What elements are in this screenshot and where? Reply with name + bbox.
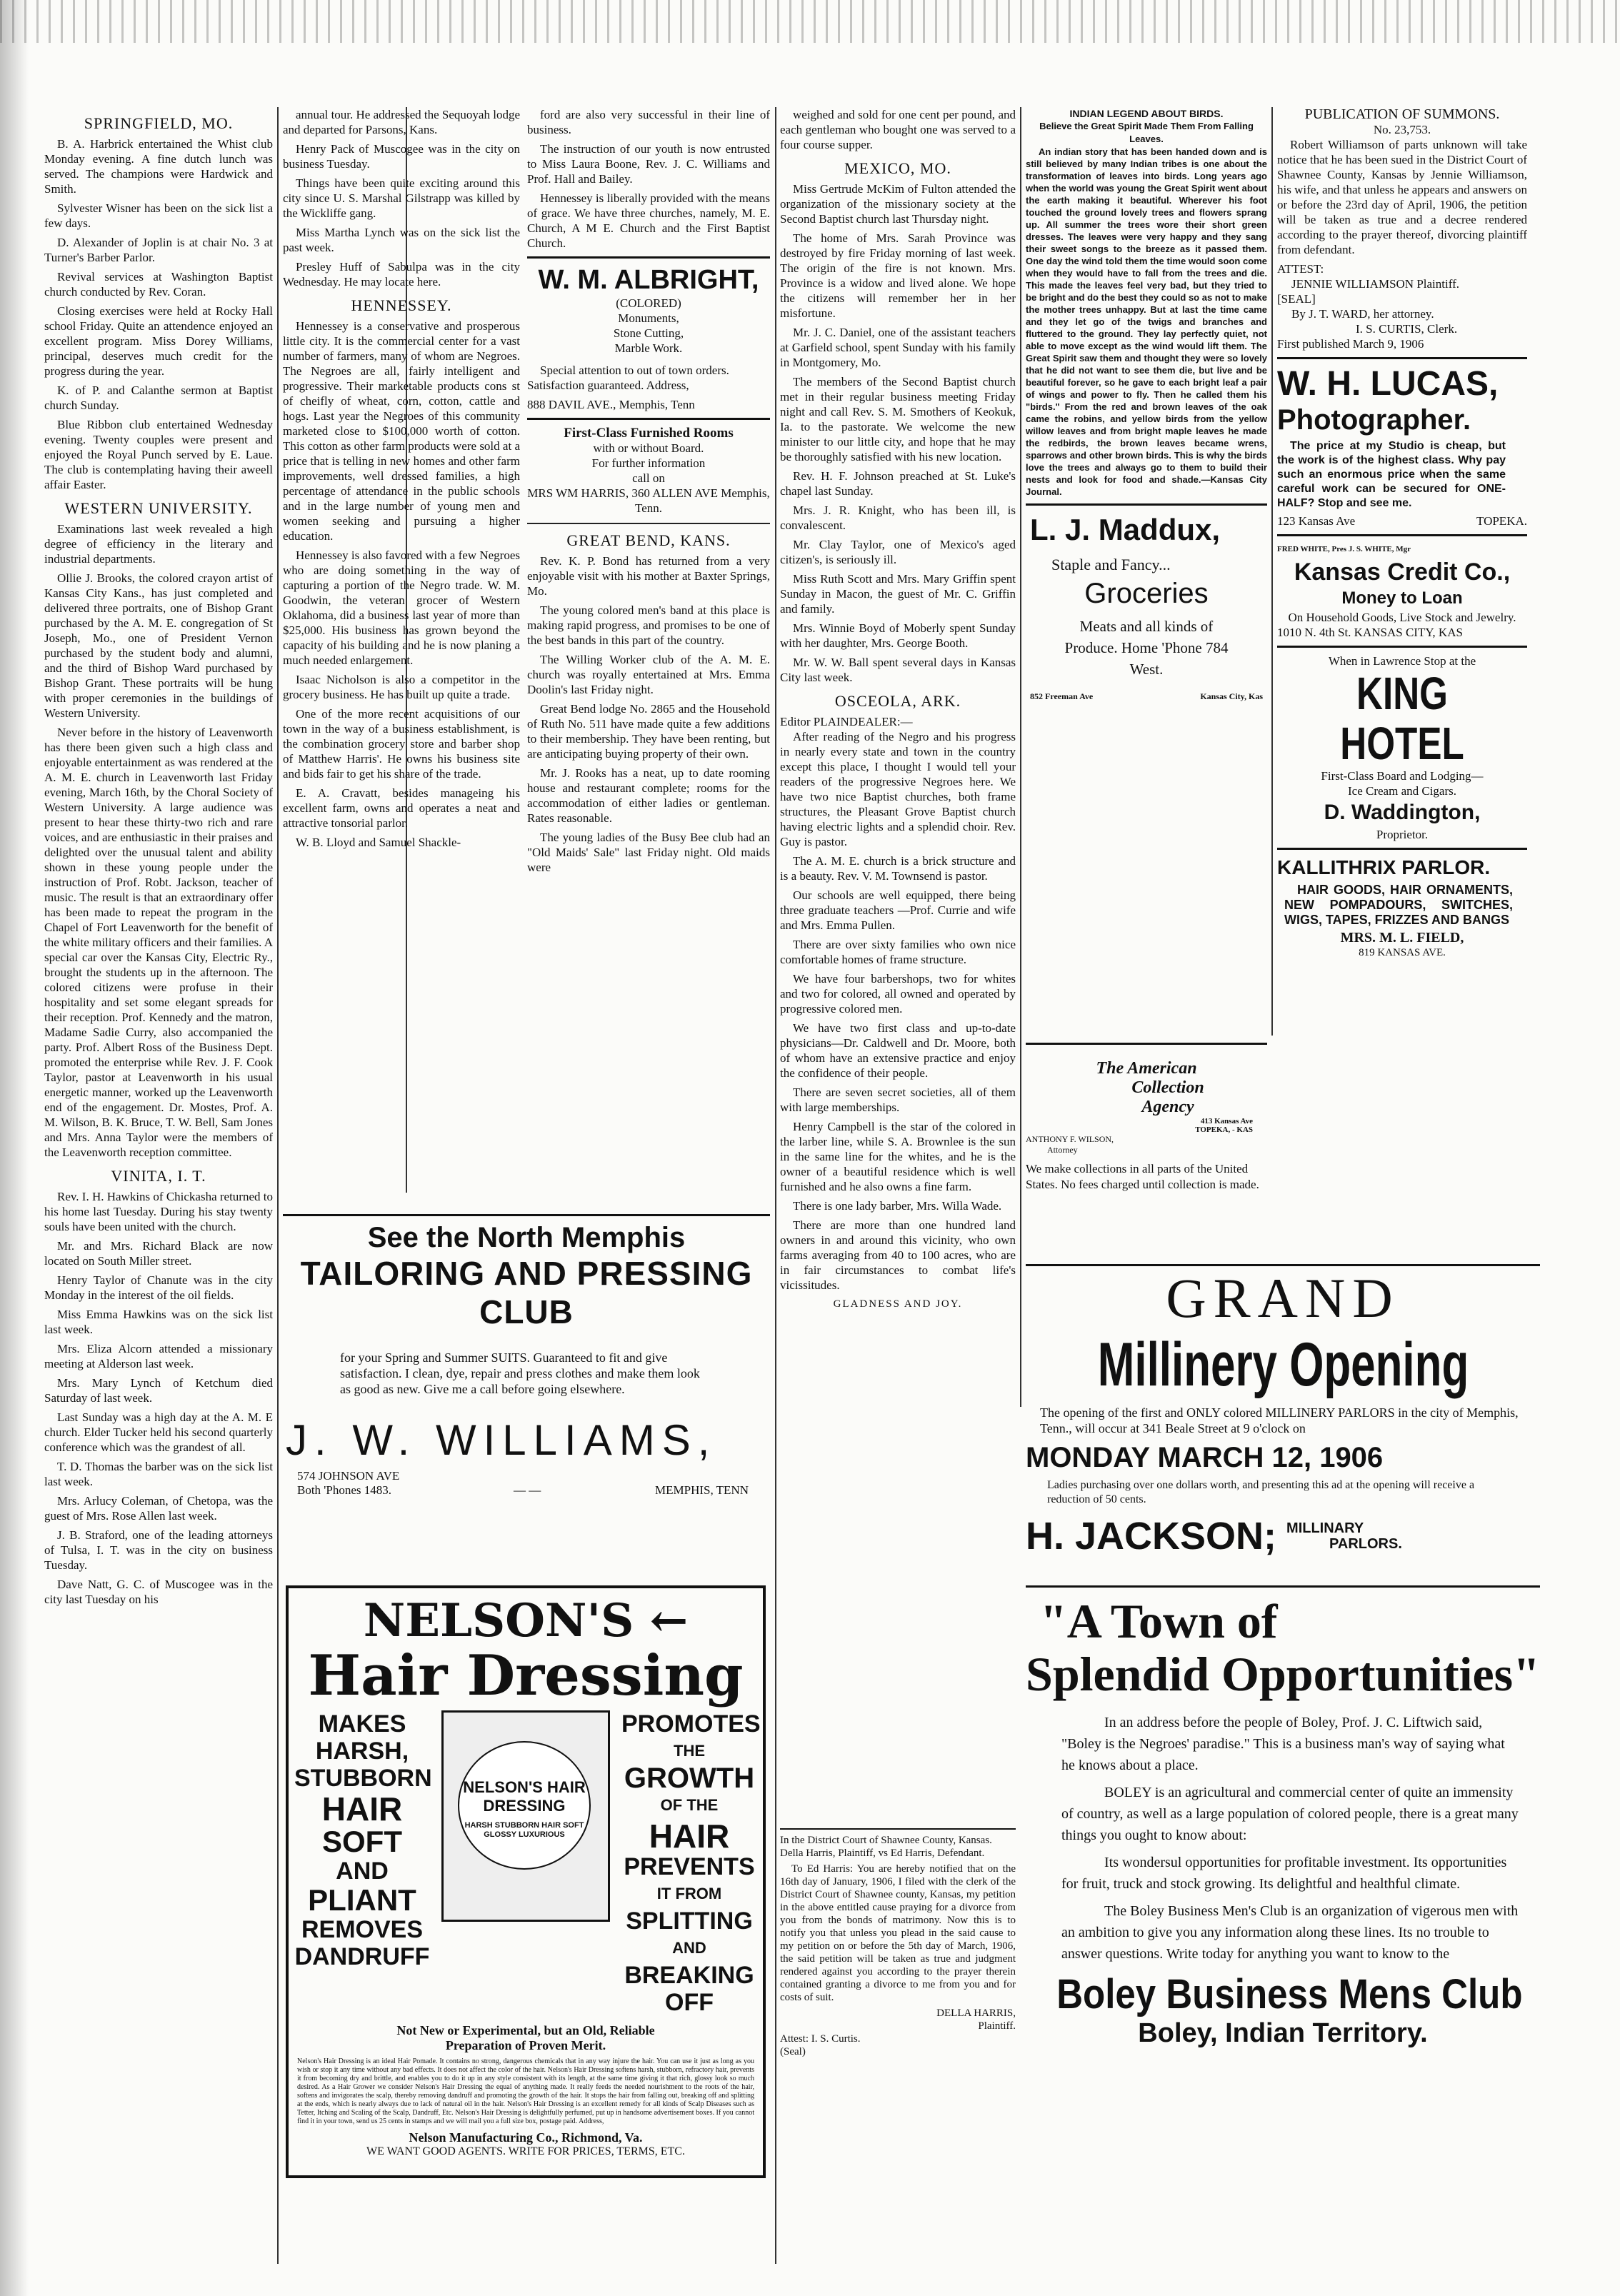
boley-club-name: Boley Business Mens Club [1056, 1971, 1523, 2017]
rooms-line: For further information [591, 456, 706, 470]
news-item: The young colored men's band at this place is making rapid progress, and promises to be one of the best bands in this part of the country. [527, 603, 770, 647]
news-item: Hennessey is also favored with a few Negroes who are doing something in the way of capturing a portion of the Negro trade. W. M. Goodwin, the veteran grocer of Western Oklahoma, did a business last year of more than $25,000. His business has grown beyond the capacity of his building and he is now planing a much needed enlargement. [283, 548, 520, 667]
millinery-offer: Ladies purchasing over one dollars worth, and presenting this ad at the opening will receive a reduction of 50 cents. [1047, 1479, 1475, 1505]
news-item: Mr. Clay Taylor, one of Mexico's aged citizen's, is seriously ill. [780, 538, 1016, 566]
news-item: Henry Pack of Muscogee was in the city on business Tuesday. [283, 142, 520, 171]
collection-title2: Collection [1131, 1078, 1204, 1097]
credit-name: Kansas Credit Co., [1294, 558, 1511, 586]
credit-address: 1010 N. 4th St. KANSAS CITY, KAS [1277, 626, 1463, 639]
boley-title1: "A Town of [1040, 1594, 1278, 1648]
column-4 [780, 107, 1016, 1721]
summons-body: Robert Williamson of parts unknown will take notice that he has been sued in the District Court of Shawnee County, Kansas by Jennie Williamson, his wife, and that unless he appears and answers on or before the 23rd day of April, 1906, the petition will be taken as true and a decree rendered according to the prayer thereof, divorcing plaintiff from defendant. [1277, 138, 1527, 256]
boley-body: BOLEY is an agricultural and commercial center of quite an immensity of country, as well as a large population of colored people, there is a great many things you ought to know about: [1061, 1785, 1519, 1843]
news-item: Rev. H. F. Johnson preached at St. Luke's chapel last Sunday. [780, 469, 1016, 498]
hotel-line1: First-Class Board and Lodging— [1321, 769, 1484, 783]
lucas-name: W. H. LUCAS, [1277, 365, 1499, 403]
news-item: Things have been quite exciting around this city since U. S. Marshal Gilstrapp was killed by the Wickliffe gang. [283, 176, 520, 220]
lucas-ad [1277, 357, 1527, 528]
news-item: Rev. K. P. Bond has returned from a very enjoyable visit with his mother at Baxter Springs, Mo. [527, 554, 770, 598]
boley-title2: Splendid Opportunities" [1026, 1647, 1540, 1701]
notice-signature: DELLA HARRIS, [936, 2007, 1016, 2019]
news-item: Mr. and Mrs. Richard Black are now located on South Miller street. [44, 1239, 273, 1268]
millinery-parlors [1286, 1520, 1402, 1552]
legend-heading: INDIAN LEGEND ABOUT BIRDS. [1069, 108, 1224, 119]
king-hotel-ad [1277, 646, 1527, 842]
tailoring-phones: Both 'Phones 1483. [297, 1483, 391, 1497]
divider [527, 523, 770, 524]
nelson-tagline2: Preparation of Proven Merit. [445, 2038, 606, 2052]
column-1 [44, 107, 273, 2264]
albright-line: Marble Work. [614, 341, 683, 355]
news-item: Rev. I. H. Hawkins of Chickasha returned to his home last Tuesday. During his stay twenty souls have been united with the church. [44, 1190, 273, 1233]
maddux-address: 852 Freeman Ave [1030, 691, 1094, 701]
albright-name: W. M. ALBRIGHT, [538, 265, 759, 295]
notice-court: In the District Court of Shawnee County, Kansas. [780, 1835, 992, 1846]
millinery-parlor-line: PARLORS. [1329, 1536, 1402, 1552]
lucas-body: The price at my Studio is cheap, but the work is of the highest class. Why pay such an enormous price when the same careful work can be secured for ONE-HALF? Stop and see me. [1277, 440, 1506, 509]
albright-line: Stone Cutting, [613, 326, 684, 340]
news-item: Mrs. Eliza Alcorn attended a missionary meeting at Alderson last week. [44, 1342, 273, 1370]
hotel-line2: Ice Cream and Cigars. [1348, 784, 1456, 798]
kallithrix-ad [1277, 848, 1527, 961]
notice-role: Plaintiff. [978, 2020, 1016, 2032]
scan-artifact [0, 0, 1620, 43]
news-item: Never before in the history of Leavenworth has there been given such a high class and enjoyable entertainment as was rendered at the A. M. E. church in Leavenworth last Friday evening, March 16th, by the Choral Society of Western University. A large audience was present to hear these thirty-two rich and rare voices, and are enthusiastic in their praises and delighted over the unusual talent and ability shown in these young people under the instruction of Prof. Robt. Jackson, teacher of music. The result is that an extraordinary offer has been made to repeat the program in the Chapel of Fort Leavenworth for the benefit of the white military officers and their families. A special car over the Kansas City, Electric Ry., brought the students up in the afternoon. The colored citizens were profuse in their hospitality and set some elegant spreads for their reception. Prof. Kennedy and the matron, Madame Sadie Curry, also accompanied the party. Prof. Albert Ross of the Business Dept. promoted the enterprise while Rev. J. F. Cook Taylor, pastor at Leavenworth in his usual energetic manner, worked up the Leavenworth end of the engagement. Dr. Mostes, Prof. A. M. Wilson, B. K. Bruce, T. W. Bell, Sam Jones and Mrs. Anna Taylor were the members of the Leavenworth reception committee. [44, 726, 273, 1159]
tin-label: NELSON'S HAIR DRESSING HARSH STUBBORN HAIR SOFT GLOSSY LUXURIOUS [458, 1741, 591, 1870]
news-item: The Willing Worker club of the A. M. E. church was royally entertained at Mrs. Emma Doolin's last Friday night. [527, 653, 770, 696]
news-item: Henry Taylor of Chanute was in the city Monday in the interest of the oil fields. [44, 1273, 273, 1302]
news-item: Hennessey is a conservative and prosperous little city. It is the commercial center for a vast number of farmers, many of whom are Negroes. The Negroes are all, fairly intelligent and progressive. Their marketable products cons st of cheifly of wheat, corn, cotton, cattle and hogs. Last year the Negroes of this community marketed close to $100,000 worth of cotton. This cotton as other farm products were sold at a price that is telling in new homes and other farm improvements, well dressed families, a high percentage of attendance in the public schools and in the large number of young men and women seeking and pursuing a higher education. [283, 319, 520, 543]
kallithrix-owner: MRS. M. L. FIELD, [1340, 930, 1464, 946]
boley-ad [1026, 1585, 1540, 2187]
column-6 [1277, 107, 1527, 1250]
great-bend-heading: GREAT BEND, KANS. [566, 531, 731, 549]
news-item: Henry Campbell is the star of the colored in the larber line, while S. A. Brownlee is the sun in the same line for the whites, and he is the owner of a beautiful residence which is well furnished and he also owns a fine farm. [780, 1120, 1016, 1193]
osceola-signature: GLADNESS AND JOY. [833, 1298, 963, 1310]
lucas-footer [1277, 513, 1527, 528]
news-item: ford are also very successful in their line of business. [527, 108, 770, 136]
news-item: Sylvester Wisner has been on the sick list a few days. [44, 201, 273, 230]
news-item: There are seven secret societies, all of them with large memberships. [780, 1086, 1016, 1114]
lucas-title: Photographer. [1277, 404, 1471, 436]
column-rule [775, 107, 776, 2264]
collection-agency-ad [1026, 1043, 1267, 1252]
summons-attest: ATTEST: [1277, 262, 1324, 276]
news-item: Ollie J. Brooks, the colored crayon artist of Kansas City Kans., has just completed and delivered three portraits, one of Bishop Grant purchased by the A. M. E. congregation of St Joseph, Mo., one of President Vernon purchased by the student body and alumni, and the third of Bishop Ward purchased by Bishop Grant. These portraits will be hung with proper ceremonies in the buildings of Western University. [44, 571, 273, 720]
notice-parties: Della Harris, Plaintiff, vs Ed Harris, Defendant. [780, 1848, 985, 1859]
credit-ad [1277, 534, 1527, 640]
nelson-name: NELSON'S [363, 1594, 634, 1648]
tailoring-body: for your Spring and Summer SUITS. Guaranteed to fit and give satisfaction. I clean, dye, repair and press clothes and make them look as good as new. Give me a call before going elsewhere. [340, 1350, 700, 1396]
albright-ad [527, 256, 770, 412]
maddux-line2: Meats and all kinds of Produce. Home 'Phone 784 West. [1064, 618, 1229, 678]
news-item: Isaac Nicholson is also a competitor in the grocery business. He has built up quite a trade. [283, 673, 520, 701]
maddux-groceries: Groceries [1084, 578, 1209, 609]
boley-place: Boley, Indian Territory. [1138, 2018, 1428, 2048]
news-item: Mrs. Mary Lynch of Ketchum died Saturday of last week. [44, 1376, 273, 1405]
millinery-footer [1026, 1514, 1540, 1558]
hennessey-heading: HENNESSEY. [351, 296, 452, 314]
tailoring-name: TAILORING AND PRESSING CLUB [300, 1255, 753, 1330]
column-rule [277, 107, 279, 2264]
nelson-title [294, 1594, 757, 1648]
albright-address: 888 DAVIL AVE., Memphis, Tenn [527, 398, 695, 411]
millinery-ad [1026, 1264, 1540, 1566]
nelson-agents: WE WANT GOOD AGENTS. WRITE FOR PRICES, TERMS, ETC. [366, 2145, 685, 2157]
millinery-parlor-line: MILLINARY [1286, 1520, 1364, 1536]
credit-body: On Household Goods, Live Stock and Jewelry. [1288, 611, 1516, 624]
boley-intro: In an address before the people of Boley, Prof. J. C. Liftwich said, "Boley is the Negroes' paradise." This is a business man's way of saying what he knows about a place. [1061, 1715, 1505, 1773]
news-item: Revival services at Washington Baptist church conducted by Rev. Coran. [44, 270, 273, 299]
news-item: Hennessey is liberally provided with the means of grace. We have three churches, namely, M. E. Church, A M E. Church and the First Baptist Church. [527, 191, 770, 250]
column-5 [1026, 107, 1267, 1036]
albright-special: Special attention to out of town orders. Satisfaction guaranteed. Address, [527, 364, 729, 392]
osceola-intro: Editor PLAINDEALER:— [780, 715, 913, 728]
news-item: B. A. Harbrick entertained the Whist club Monday evening. A fine dutch lunch was served. The champions were Hardwick and Smith. [44, 137, 273, 196]
millinery-body: The opening of the first and ONLY colored MILLINERY PARLORS in the city of Memphis, Tenn., will occur at 341 Beale Street at 9 o'clock on [1040, 1405, 1519, 1435]
nelson-fine-print: Nelson's Hair Dressing is an ideal Hair Pomade. It contains no strong, dangerous chemicals that in any way injure the hair. You can use it just as long as you wish or stop it any time without any bad effects. It does not affect the color of the hair. Nelson's Hair Dressing softens harsh, stubborn, refractory hair, prevents it from becoming dry and brittle, and enables you to do it up in any style consistent with its length, at the same time giving it that rich, glossy look so much desired. As a Hair Grower we consider Nelson's Hair Dressing the equal of anything made. It really feeds the needed nourishment to the roots of the hair, softens and invigorates the scalp, thereby removing dandruff and promoting the growth of the hair. It stops the hair from falling out, breaking off and splitting at the ends, which is nearly always due to lack of natural oil in the hair. Nelson's Hair Dressing is an excellent remedy for all kinds of Scalp Diseases such as Tetter, Itching and Scaling of the Scalp, Dandruff, Etc. Nelson's Hair Dressing is delightfully perfumed, put up in handsome advertisement boxes. If you cannot find it in your town, send us 25 cents in stamps and we will mail you a full size box, postage paid. Address, [297, 2057, 754, 2125]
hotel-proprietor: D. Waddington, [1324, 801, 1481, 824]
news-item: E. A. Cravatt, besides manageing his excellent farm, owns and operates a neat and attractive tonsorial parlor. [283, 786, 520, 830]
notice-body: To Ed Harris: You are hereby notified that on the 16th day of January, 1906, I filed with the clerk of the District Court of Shawnee county, Kansas, my petition in the above entitled cause praying for a divorce from you from the bonds of matrimony. Now this is to notify you that unless you plead in the said cause to my petition on or before the 5th day of March, 1906, the said petition will be taken as true and judgment rendered against you according to the prayer therein contained granting a divorce to me from you and for costs of suit. [780, 1863, 1016, 2003]
lucas-address: 123 Kansas Ave [1277, 514, 1356, 528]
page-edge-shadow [0, 0, 29, 2296]
news-item: The members of the Second Baptist church met in their regular business meeting Friday night and call Rev. S. M. Smothers of Keokuk, Ia. to the pastorate. We welcome the new minister to our little city, and hope that he may be thoroughly satisfied with his new location. [780, 375, 1016, 463]
kallithrix-address: 819 KANSAS AVE. [1359, 947, 1446, 958]
summons-clerk: I. S. CURTIS, Clerk. [1356, 322, 1458, 336]
collection-title3: Agency [1141, 1098, 1194, 1116]
millinery-title: Millinery Opening [1097, 1330, 1469, 1399]
maddux-ad [1026, 503, 1267, 710]
news-item: Mrs. Arlucy Coleman, of Chetopa, was the guest of Mrs. Rose Allen last week. [44, 1494, 273, 1523]
news-item: Miss Ruth Scott and Mrs. Mary Griffin spent Sunday in Macon, the guest of Mr. C. Griffin and family. [780, 572, 1016, 616]
hotel-proprietor-role: Proprietor. [1376, 828, 1429, 841]
collection-attorney: ANTHONY F. WILSON, [1026, 1134, 1114, 1144]
nelson-ad [286, 1585, 766, 2178]
column-3 [527, 107, 770, 1200]
nelson-right-claims: PROMOTES THE GROWTH OF THE HAIR PREVENTS IT FROM SPLITTING AND BREAKING OFF [621, 1710, 761, 2016]
credit-officers: FRED WHITE, Pres J. S. WHITE, Mgr [1277, 545, 1411, 553]
albright-line: Monuments, [618, 311, 679, 325]
news-item: annual tour. He addressed the Sequoyah lodge and departed for Parsons, Kans. [283, 108, 520, 136]
news-item: We have four barbershops, two for whites and two for colored, all owned and operated by progressive colored men. [780, 972, 1016, 1016]
news-item: Mr. J. Rooks has a neat, up to date rooming house and restaurant complete; rooms for the accommodation of either ladies or gentleman. Rates reasonable. [527, 766, 770, 825]
news-item: weighed and sold for one cent per pound, and each gentleman who bought one was served to a four course supper. [780, 108, 1016, 151]
news-item: The home of Mrs. Sarah Province was destroyed by fire Friday morning of last week. The origin of the fire is not known. Mrs. Province is a widow and lived alone. We hope the citizens will remember her in her misfortune. [780, 231, 1016, 320]
tailoring-city: MEMPHIS, TENN [655, 1483, 749, 1497]
news-item: Mr. W. W. Ball spent several days in Kansas City last week. [780, 656, 1016, 684]
news-item: Presley Huff of Sabulpa was in the city Wednesday. He may locate here. [283, 260, 520, 289]
millinery-grand: GRAND [1166, 1267, 1400, 1329]
news-item: Examinations last week revealed a high degree of efficiency in the literary and industrial departments. [44, 522, 273, 566]
column-rule [1271, 107, 1273, 1036]
rooms-line: call on [632, 471, 665, 485]
western-university-heading: WESTERN UNIVERSITY. [64, 499, 253, 517]
news-item: We have two first class and up-to-date physicians—Dr. Caldwell and Dr. Moore, both of whom have an extensive practice and enjoy the confidence of their people. [780, 1021, 1016, 1080]
hotel-lead: When in Lawrence Stop at the [1328, 654, 1476, 668]
collection-title1: The American [1096, 1059, 1197, 1078]
notice-seal: (Seal) [780, 2046, 806, 2057]
millinery-name: H. JACKSON; [1026, 1515, 1277, 1558]
albright-colored: (COLORED) [616, 296, 681, 310]
summons-number: No. 23,753. [1373, 123, 1431, 136]
credit-tagline: Money to Loan [1341, 588, 1463, 608]
column-rule [1020, 107, 1021, 1407]
summons-published: First published March 9, 1906 [1277, 337, 1424, 351]
springfield-heading: SPRINGFIELD, MO. [84, 114, 234, 132]
divorce-notice [780, 1828, 1016, 2177]
rooms-line: with or without Board. [593, 441, 704, 455]
news-item: There are more than one hundred land owners in and around this vicinity, who own farms averaging from 40 to 100 acres, who are in fair circumstances to combat life's vicissitudes. [780, 1218, 1016, 1292]
summons-seal: [SEAL] [1277, 292, 1316, 306]
news-item: The young ladies of the Busy Bee club had an "Old Maids' Sale" last Friday night. Old maids were [527, 831, 770, 874]
arrow-icon: ← [649, 1594, 689, 1648]
tailoring-ad [283, 1214, 770, 1530]
legend-body: An indian story that has been handed down and is still believed by many Indian tribes is one about the transformation of leaves into birds. Long years ago when the world was young the Great Spirit went about the earth making it beautiful. Wherever his foot touched the ground lovely trees and flowers sprang up. All summer the trees wore their short green dresses. The leaves were very happy and they sang their sweet songs to the breeze as it passed them. One day the wind told them the time would soon come when they would have to fall from the trees and die. This made the leaves feel very bad, but they tried to be bright and do the best they could so as not to make the mother trees unhappy. But at last the time came and they let go of the twigs and branches and fluttered to the ground. They lay perfectly quiet, not able to move except as the wind would lift them. The Great Spirit saw them and thought they were so lovely that he did not want to see them die, but live and be beautiful forever, so he gave to each bright leaf a pair of wings and power to fly. Then he called them his "birds." From the red and brown leaves of the oak came the robins, and yellow birds from the yellow willow leaves and from bright maple leaves he made the redbirds, the brown leaves became wrens, sparrows and other brown birds. This is why the birds love the trees and always go to them to build their nests and look for food and shade.—Kansas City Journal. [1026, 146, 1267, 497]
collection-attorney-role: Attorney [1047, 1145, 1078, 1155]
tailoring-address: 574 JOHNSON AVE [297, 1469, 400, 1483]
nelson-product: Hair Dressing [308, 1643, 744, 1708]
news-item: There is one lady barber, Mrs. Willa Wade. [793, 1199, 1002, 1213]
tailoring-footer [297, 1469, 749, 1498]
maddux-footer [1030, 690, 1263, 703]
tailoring-owner: J. W. WILLIAMS, [286, 1416, 717, 1464]
news-item: K. of P. and Calanthe sermon at Baptist church Sunday. [44, 383, 273, 412]
summons-heading: PUBLICATION OF SUMMONS. [1304, 107, 1500, 122]
news-item: W. B. Lloyd and Samuel Shackle- [296, 836, 461, 849]
news-item: Mrs. J. R. Knight, who has been ill, is convalescent. [780, 503, 1016, 532]
legend-subheading: Believe the Great Spirit Made Them From Falling Leaves. [1039, 121, 1254, 144]
kallithrix-name: KALLITHRIX PARLOR. [1277, 856, 1491, 878]
collection-body: We make collections in all parts of the United States. No fees charged until collection is made. [1026, 1162, 1259, 1191]
hotel-name: KING HOTEL [1340, 668, 1464, 769]
hair-dressing-tin-image [441, 1710, 610, 1922]
lucas-city: TOPEKA. [1476, 514, 1527, 528]
osceola-heading: OSCEOLA, ARK. [834, 692, 961, 710]
notice-attest: Attest: I. S. Curtis. [780, 2033, 861, 2045]
news-item: One of the more recent acquisitions of our town in the way of a business establishment, is the combination grocery store and barber shop of Matthew Harris'. He owns his business site and bids fair to get his share of the trade. [283, 707, 520, 781]
millinery-date: MONDAY MARCH 12, 1906 [1026, 1442, 1384, 1473]
maddux-line1: Staple and Fancy... [1051, 556, 1171, 573]
summons-attorney: By J. T. WARD, her attorney. [1291, 307, 1434, 321]
boley-club-info: The Boley Business Men's Club is an organization of vigerous men with an ambition to give you any information along these lines. Its no trouble to answer questions. Write today for anything you want to know to the [1061, 1903, 1519, 1962]
collection-address: 413 Kansas Ave [1200, 1117, 1253, 1126]
nelson-company: Nelson Manufacturing Co., Richmond, Va. [409, 2130, 643, 2145]
vinita-heading: VINITA, I. T. [111, 1167, 206, 1185]
news-item: Last Sunday was a high day at the A. M. E church. Elder Tucker held his second quarterly conference which was the grandest of all. [44, 1410, 273, 1454]
news-item: Miss Gertrude McKim of Fulton attended the organization of the missionary society at the Second Baptist church last Thursday night. [780, 182, 1016, 226]
summons-plaintiff: JENNIE WILLIAMSON Plaintiff. [1291, 277, 1459, 291]
rooms-heading: First-Class Furnished Rooms [564, 426, 734, 441]
news-item: Miss Emma Hawkins was on the sick list last week. [44, 1308, 273, 1336]
news-item: Great Bend lodge No. 2865 and the Household of Ruth No. 511 have made quite a few additions to their membership. They have been renting, but are anticipating buying property of their own. [527, 702, 770, 761]
tailoring-dashes: — — [514, 1483, 541, 1497]
tailoring-lead: See the North Memphis [367, 1222, 686, 1253]
nelson-left-claims: MAKES HARSH, STUBBORN HAIR SOFT AND PLIANT REMOVES DANDRUFF [294, 1710, 432, 1970]
news-item: Mr. J. C. Daniel, one of the assistant teachers at Garfield school, spent Sunday with his family in Montgomery, Mo. [780, 326, 1016, 369]
news-item: After reading of the Negro and his progress in nearly every state and town in the country except this place, I thought I would tell your readers of the progressive Negroes here. We have two nice Baptist churches, both frame structures, the Pleasant Grove Baptist church having electric lights and a splendid choir. Rev. Guy is pastor. [780, 730, 1016, 848]
kallithrix-body: HAIR GOODS, HAIR ORNAMENTS, NEW POMPADOURS, SWITCHES, WIGS, TAPES, FRIZZES AND BANGS [1284, 883, 1513, 927]
rooms-contact: MRS WM HARRIS, 360 ALLEN AVE Memphis, Tenn. [527, 486, 770, 515]
column-2 [283, 107, 520, 1200]
news-item: Our schools are well equipped, there being three graduate teachers —Prof. Currie and wife and Mrs. Emma Pullen. [780, 888, 1016, 932]
boley-items: Its wondersul opportunities for profitable investment. Its opportunities for fruit, truck and stock growing. Its delightful and healthful climate. [1061, 1855, 1507, 1892]
news-item: D. Alexander of Joplin is at chair No. 3 at Turner's Barber Parlor. [44, 236, 273, 264]
news-item: Mrs. Winnie Boyd of Moberly spent Sunday with her daughter, Mrs. George Booth. [780, 621, 1016, 650]
news-item: J. B. Straford, one of the leading attorneys of Tulsa, I. T. was in the city on business Tuesday. [44, 1528, 273, 1572]
nelson-tagline: Not New or Experimental, but an Old, Reliable [396, 2023, 655, 2037]
news-item: The A. M. E. church is a brick structure and is a beauty. Rev. V. M. Townsend is pastor. [780, 854, 1016, 883]
collection-city: TOPEKA, - KAS [1195, 1126, 1253, 1134]
rooms-ad [527, 418, 770, 516]
maddux-city: Kansas City, Kas [1200, 691, 1263, 701]
mexico-heading: MEXICO, MO. [844, 159, 951, 177]
news-item: Miss Martha Lynch was on the sick list the past week. [283, 226, 520, 254]
maddux-name: L. J. Maddux, [1030, 513, 1221, 546]
news-item: The instruction of our youth is now entrusted to Miss Laura Boone, Rev. J. C. Williams and Prof. Hall and Bailey. [527, 142, 770, 186]
news-item: T. D. Thomas the barber was on the sick list last week. [44, 1460, 273, 1488]
news-item: Dave Natt, G. C. of Muscogee was in the city last Tuesday on his [44, 1578, 273, 1606]
news-item: Closing exercises were held at Rocky Hall school Friday. Quite an attendence enjoyed an excellent program. Miss Dorey Williams, principal, deserves much credit for the progress during the year. [44, 304, 273, 378]
news-item: There are over sixty families who own nice comfortable homes of frame structure. [780, 938, 1016, 966]
news-item: Blue Ribbon club entertained Wednesday evening. Twenty couples were present and enjoyed the Royal Punch served by E. Laue. The club is contemplating having their aweell affair Easter. [44, 418, 273, 491]
